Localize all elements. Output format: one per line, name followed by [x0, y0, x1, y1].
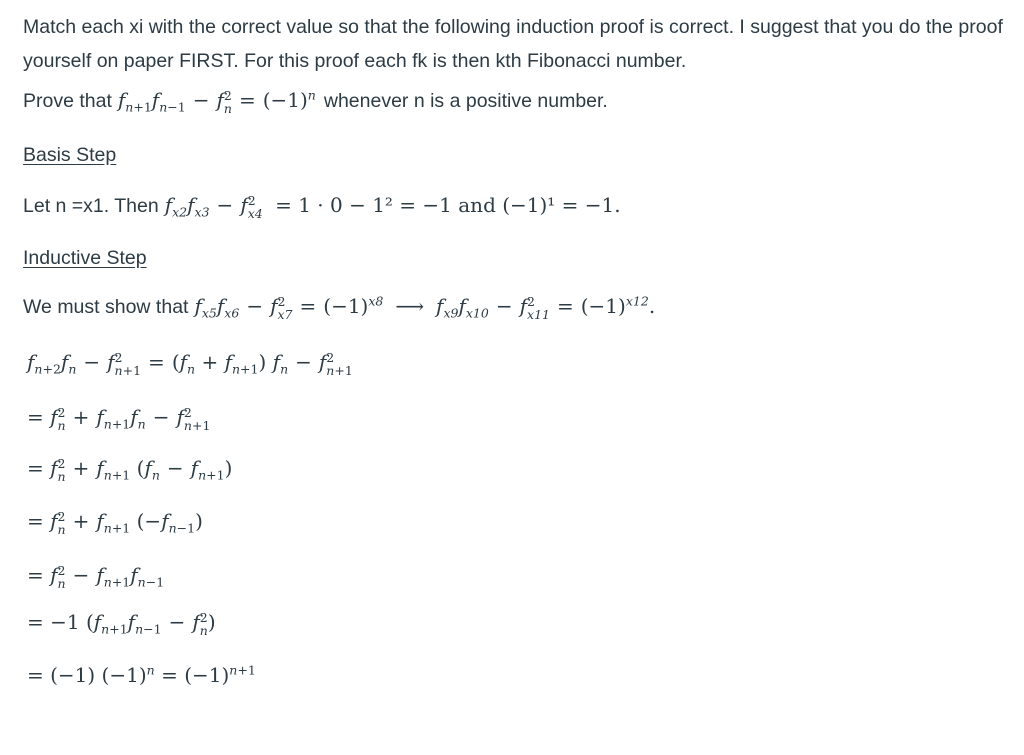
placeholder-x6: x6	[224, 305, 240, 321]
placeholder-x5: x5	[201, 305, 217, 321]
proof-step-6: = −1 ($f_{n+1}f_{n-1} - f$ 2 n )	[27, 609, 216, 638]
placeholder-x7: x7	[277, 306, 293, 322]
basis-prefix: Let n =x1. Then	[23, 195, 159, 217]
inductive-statement	[23, 294, 655, 321]
placeholder-x2: x2	[172, 204, 188, 220]
placeholder-x11: x11	[527, 306, 550, 322]
placeholder-x8: x8	[368, 293, 384, 309]
placeholder-x4: x4	[247, 205, 263, 221]
proof-step-7: = (−1) $(-1)^n = (-1)^{n+1}$	[27, 662, 256, 687]
proof-step-3: = f 2 n + $f_{n+1}$ $(f_n - f_{n+1})$	[27, 455, 233, 484]
inductive-prefix: We must show that	[23, 296, 189, 318]
inductive-formula: $f_{x5}f_{x6} - f$ 2 x7 = $(-1)^{x8}$ ⟶ $f_{x9}f_{x10} - f$ 2 x11 = $(-1)^{x12}$.	[194, 293, 656, 322]
prove-formula: $f_{n+1}f_{n-1} - f$ 2 n = $(-1)^n$	[117, 87, 316, 116]
basis-step-heading: Basis Step	[23, 144, 117, 166]
prove-statement	[23, 88, 608, 115]
prove-prefix: Prove that	[23, 90, 112, 112]
basis-rhs: = 1 · 0 − 1² = −1 and (−1)¹ = −1.	[275, 193, 621, 217]
placeholder-x12: x12	[625, 293, 649, 309]
proof-step-4: = f 2 n + $f_{n+1}$ $(-f_{n-1})$	[27, 508, 203, 537]
prove-suffix: whenever n is a positive number.	[323, 90, 608, 112]
basis-statement	[23, 193, 621, 220]
implies-arrow-icon: ⟶	[395, 294, 425, 318]
basis-formula: $f_{x2}f_{x3} - f$ 2 x4 = 1 · 0 − 1² = −1 and (−1)¹ = −1.	[164, 192, 621, 221]
proof-step-1: $f_{n+2}f_n - f$ 2 n+1 = $(f_n + f_{n+1}) f_n - f$ 2 n+1	[27, 349, 353, 378]
question-intro	[23, 10, 1018, 78]
proof-step-2: = f 2 n + $f_{n+1}f_n - f$ 2 n+1	[27, 404, 211, 433]
placeholder-x10: x10	[465, 305, 489, 321]
inductive-step-heading: Inductive Step	[23, 247, 147, 269]
placeholder-x3: x3	[194, 204, 210, 220]
intro-text: Match each xi with the correct value so that the following induction proof is correct. I suggest that you do the proof yourself on paper FIRST. For this proof each fk is then kth Fibonacci number.	[23, 16, 1003, 72]
proof-step-5: = f 2 n − $f_{n+1}f_{n-1}$	[27, 562, 165, 591]
placeholder-x9: x9	[443, 305, 459, 321]
